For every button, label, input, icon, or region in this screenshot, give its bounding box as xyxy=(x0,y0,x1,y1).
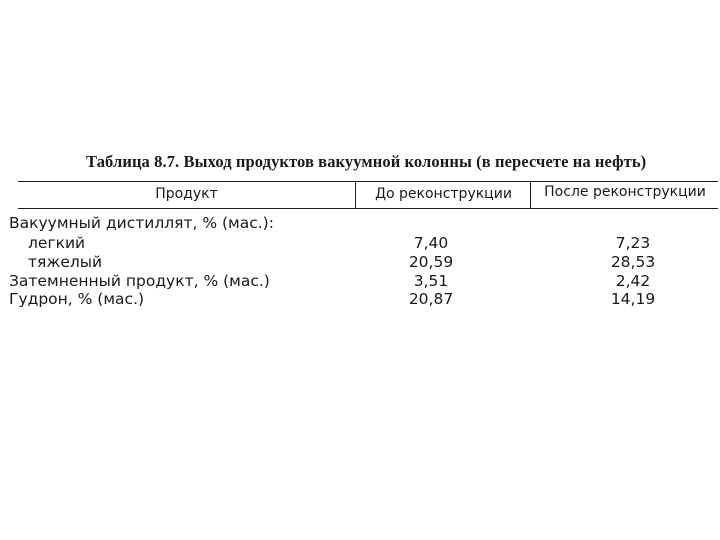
table-row xyxy=(0,272,720,292)
value-before: 20,87 xyxy=(408,290,454,308)
value-after: 7,23 xyxy=(615,234,651,252)
row-label: Затемненный продукт, % (мас.) xyxy=(9,272,270,290)
table-top-rule xyxy=(18,181,718,182)
column-header-product: Продукт xyxy=(155,186,218,202)
value-before: 20,59 xyxy=(408,253,454,271)
value-before: 3,51 xyxy=(413,272,449,290)
row-label: тяжелый xyxy=(28,253,103,271)
table-row xyxy=(0,253,720,273)
row-label: Вакуумный дистиллят, % (мас.): xyxy=(9,214,274,232)
table-title: Таблица 8.7. Выход продуктов вакуумной колонны (в пересчете на нефть) xyxy=(86,152,647,171)
row-label: легкий xyxy=(28,234,86,252)
column-header-after: После реконструкции xyxy=(544,184,706,200)
value-after: 2,42 xyxy=(615,272,651,290)
value-after: 28,53 xyxy=(610,253,656,271)
table-row xyxy=(0,234,720,254)
row-label: Гудрон, % (мас.) xyxy=(9,290,145,308)
table-row xyxy=(0,214,720,234)
value-after: 14,19 xyxy=(610,290,656,308)
table-row xyxy=(0,290,720,310)
column-header-before: До реконструкции xyxy=(375,186,512,202)
table-header-rule xyxy=(18,208,718,209)
value-before: 7,40 xyxy=(413,234,449,252)
